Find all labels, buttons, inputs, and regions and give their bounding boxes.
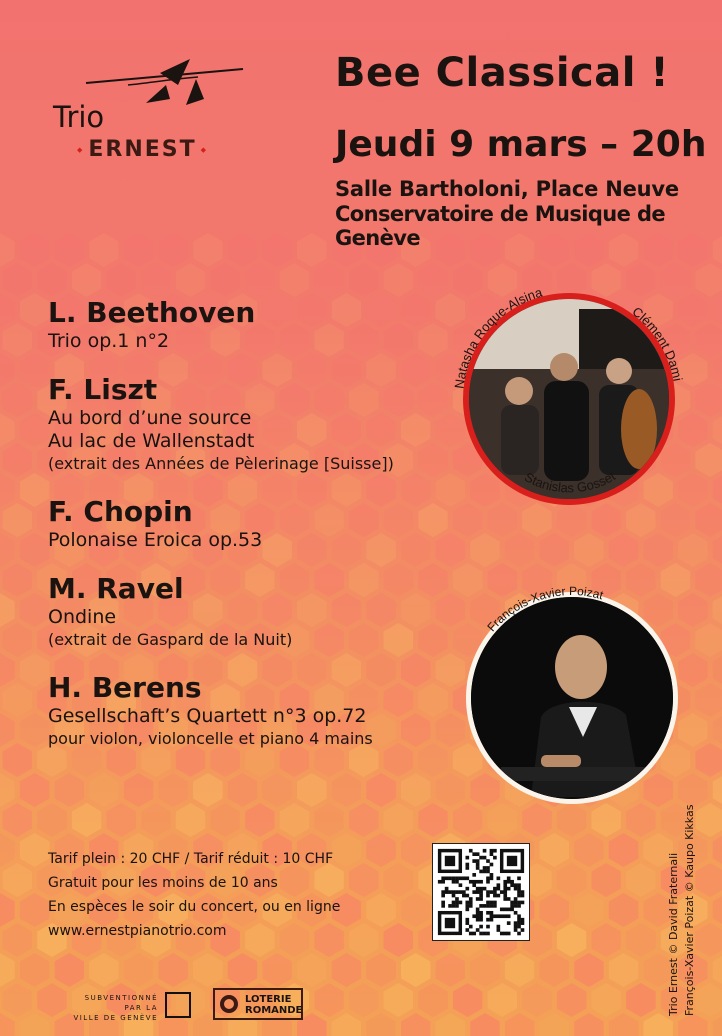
musician-name: François-Xavier Poizat xyxy=(484,583,605,635)
credit-line: Trio Ernest © David Fraternali xyxy=(667,852,680,1016)
svg-text:Stanislas Gosset xyxy=(522,468,618,495)
composer-name: F. Chopin xyxy=(48,495,193,528)
loterie-romande-logo xyxy=(213,988,303,1020)
credit-line: François-Xavier Poizat © Kaupo Kikkas xyxy=(683,804,696,1016)
ville-de-geneve-logo xyxy=(58,992,208,1022)
program-list xyxy=(48,296,428,770)
trio-names-arc xyxy=(433,263,705,535)
program-item xyxy=(48,373,428,475)
geneva-crest-icon xyxy=(165,992,191,1018)
sponsor-text: LOTERIE xyxy=(245,994,292,1005)
program-item xyxy=(48,572,428,651)
work-note: (extrait des Années de Pèlerinage [Suisse]) xyxy=(48,454,394,473)
sponsor-text: SUBVENTIONNÉ xyxy=(84,994,158,1002)
svg-text:François-Xavier Poizat xyxy=(484,584,605,634)
work-note: pour violon, violoncelle et piano 4 mains xyxy=(48,729,373,748)
musician-name: Natasha Roque-Alsina xyxy=(451,284,544,390)
sponsor-text: VILLE DE GENÈVE xyxy=(73,1014,158,1022)
logo-ernest-text: ◆ ERNEST ◆ xyxy=(73,137,212,162)
work-title: Gesellschaft’s Quartett n°3 op.72 xyxy=(48,705,367,727)
payment-line: En espèces le soir du concert, ou en ligne xyxy=(48,899,341,915)
program-item xyxy=(48,495,428,552)
free-line: Gratuit pour les moins de 10 ans xyxy=(48,875,278,891)
composer-name: L. Beethoven xyxy=(48,296,256,329)
photo-credits xyxy=(666,805,698,1016)
price-line: Tarif plein : 20 CHF / Tarif réduit : 10 CHF xyxy=(48,851,334,867)
work-title: Ondine xyxy=(48,606,117,628)
work-title: Polonaise Eroica op.53 xyxy=(48,529,263,551)
venue-line-1: Salle Bartholoni, Place Neuve xyxy=(335,177,679,201)
loterie-ring-icon xyxy=(220,995,238,1013)
composer-name: H. Berens xyxy=(48,671,202,704)
sponsor-text: ROMANDE xyxy=(245,1005,303,1016)
work-title: Au lac de Wallenstadt xyxy=(48,430,255,452)
work-title: Au bord d’une source xyxy=(48,407,252,429)
logo-trio-text: Trio xyxy=(53,100,105,134)
pianist-name-arc xyxy=(449,575,695,821)
svg-text:Clément Dami xyxy=(629,304,685,383)
event-date: Jeudi 9 mars – 20h xyxy=(335,124,707,165)
program-item xyxy=(48,671,428,750)
venue-line-2: Conservatoire de Musique de Genève xyxy=(335,202,666,250)
musician-name: Stanislas Gosset xyxy=(522,468,618,496)
work-title: Trio op.1 n°2 xyxy=(48,330,170,352)
website-link[interactable]: www.ernestpianotrio.com xyxy=(48,923,227,939)
composer-name: F. Liszt xyxy=(48,373,158,406)
price-info xyxy=(48,847,340,943)
qr-code[interactable] xyxy=(432,843,530,941)
event-title: Bee Classical ! xyxy=(335,50,670,96)
sponsor-text: PAR LA xyxy=(124,1004,158,1012)
program-item xyxy=(48,296,428,353)
composer-name: M. Ravel xyxy=(48,572,184,605)
svg-text:Natasha Roque-Alsina xyxy=(451,284,544,389)
work-note: (extrait de Gaspard de la Nuit) xyxy=(48,630,293,649)
trio-ernest-logo xyxy=(48,55,248,175)
musician-name: Clément Dami xyxy=(629,303,686,383)
